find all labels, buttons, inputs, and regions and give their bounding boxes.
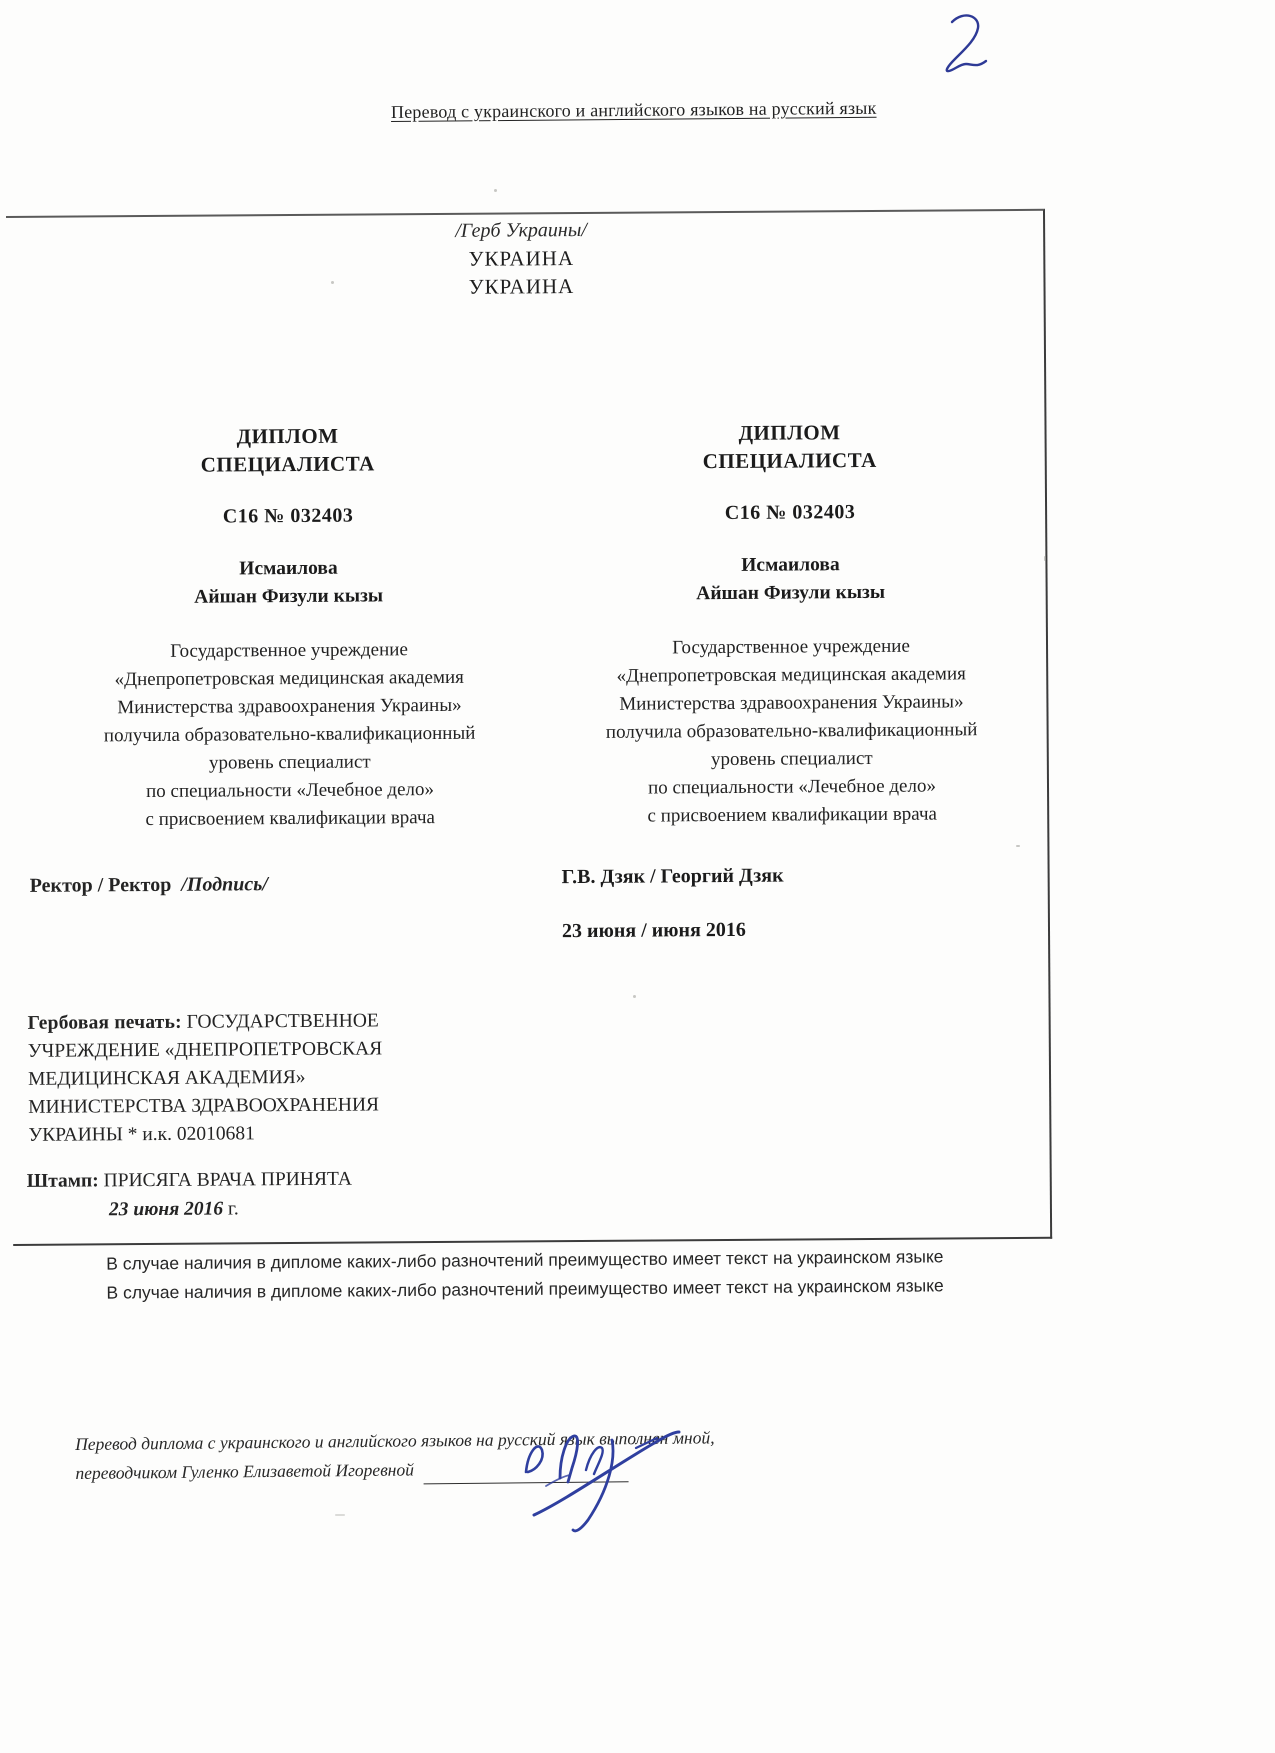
diploma-body-line: Государственное учреждение: [170, 639, 408, 662]
graduate-name-line: Исмаилова: [239, 557, 338, 580]
diploma-title-line: СПЕЦИАЛИСТА: [200, 451, 375, 477]
seal-note: [28, 1007, 479, 1150]
seal-line: Гербовая печать: ГОСУДАРСТВЕННОЕ: [27, 1010, 379, 1034]
diploma-body-line: уровень специалист: [208, 751, 371, 774]
seal-label: Гербовая печать:: [27, 1011, 182, 1034]
diploma-body: [541, 632, 1042, 831]
disclaimer-line: В случае наличия в дипломе каких-либо разночтений преимущество имеет текст на украинском языке: [106, 1275, 944, 1303]
document-heading: [6, 213, 1037, 304]
graduate-name-line: Айшан Физули кызы: [696, 581, 886, 605]
diploma-body-line: по специальности «Лечебное дело»: [647, 775, 937, 799]
diploma-body-line: уровень специалист: [710, 747, 873, 771]
diploma-body-line: «Днепропетровская медицинская академия: [616, 663, 966, 687]
seal-line: УЧРЕЖДЕНИЕ «ДНЕПРОПЕТРОВСКАЯ: [27, 1038, 383, 1062]
signature-placeholder-note: /Подпись/: [181, 873, 268, 896]
rector-signature-line: [30, 873, 268, 898]
diploma-number: С16 № 032403: [222, 504, 354, 528]
country-line-2: УКРАИНА: [468, 274, 575, 299]
seal-line: УКРАИНЫ * и.к. 02010681: [28, 1123, 255, 1146]
scan-artifact: [494, 189, 497, 192]
diploma-column-right: [539, 417, 1042, 831]
diploma-title-line: ДИПЛОМ: [738, 420, 841, 445]
stamp-label: Штамп:: [26, 1170, 99, 1192]
scan-artifact: [1016, 845, 1020, 847]
diploma-body-line: Государственное учреждение: [672, 635, 910, 659]
graduate-name-line: Айшан Физули кызы: [194, 585, 384, 608]
country-line-1: УКРАИНА: [468, 246, 575, 271]
diploma-body-line: «Днепропетровская медицинская академия: [114, 666, 464, 691]
diploma-column-left: [37, 420, 540, 834]
diploma-body-line: по специальности «Лечебное дело»: [146, 779, 435, 803]
document-frame: [6, 209, 1052, 1246]
scan-artifact: [335, 1514, 345, 1516]
signer-date: 23 июня / июня 2016: [561, 918, 746, 943]
diploma-title-line: ДИПЛОМ: [236, 423, 339, 449]
translator-note-line: переводчиком Гуленко Елизаветой Игоревной: [75, 1459, 415, 1483]
scan-artifact: [331, 281, 334, 284]
diploma-body-line: получила образовательно-квалификационный: [605, 719, 978, 743]
scan-artifact: [1044, 556, 1046, 561]
handwritten-page-number: [938, 10, 1000, 82]
seal-line: МЕДИЦИНСКАЯ АКАДЕМИЯ»: [27, 1066, 306, 1090]
diploma-body-line: получила образовательно-квалификационный: [103, 722, 476, 747]
header-title: Перевод с украинского и английского языков на русский язык: [390, 97, 877, 122]
stamp-note: [27, 1164, 477, 1225]
rector-label: Ректор / Ректор: [29, 873, 172, 897]
stamp-line: Штамп: ПРИСЯГА ВРАЧА ПРИНЯТА: [26, 1168, 353, 1192]
translator-note-line: Перевод диплома с украинского и английского языков на русский язык выполнен мной,: [75, 1427, 715, 1454]
diploma-number: С16 № 032403: [724, 501, 856, 524]
translator-note: [75, 1421, 936, 1488]
diploma-body-line: Министерства здравоохранения Украины»: [117, 694, 462, 719]
diploma-body: [39, 635, 540, 834]
diploma-body-line: с присвоением квалификации врача: [647, 803, 937, 827]
diploma-title-line: СПЕЦИАЛИСТА: [702, 447, 877, 474]
diploma-body-line: Министерства здравоохранения Украины»: [619, 691, 964, 715]
diploma-body-line: с присвоением квалификации врача: [145, 807, 436, 831]
emblem-note: /Герб Украины/: [455, 218, 588, 242]
signer-name: Г.В. Дзяк / Георгий Дзяк: [561, 864, 784, 889]
graduate-name-line: Исмаилова: [741, 554, 840, 576]
stamp-date-line: 23 июня 2016 г.: [108, 1198, 239, 1221]
disclaimer-block: [30, 1242, 1020, 1309]
translator-ink-signature: [516, 1418, 691, 1553]
seal-line: МИНИСТЕРСТВА ЗДРАВООХРАНЕНИЯ: [28, 1094, 380, 1118]
disclaimer-line: В случае наличия в дипломе каких-либо разночтений преимущество имеет текст на украинском языке: [106, 1246, 944, 1274]
scan-artifact: [633, 995, 636, 998]
